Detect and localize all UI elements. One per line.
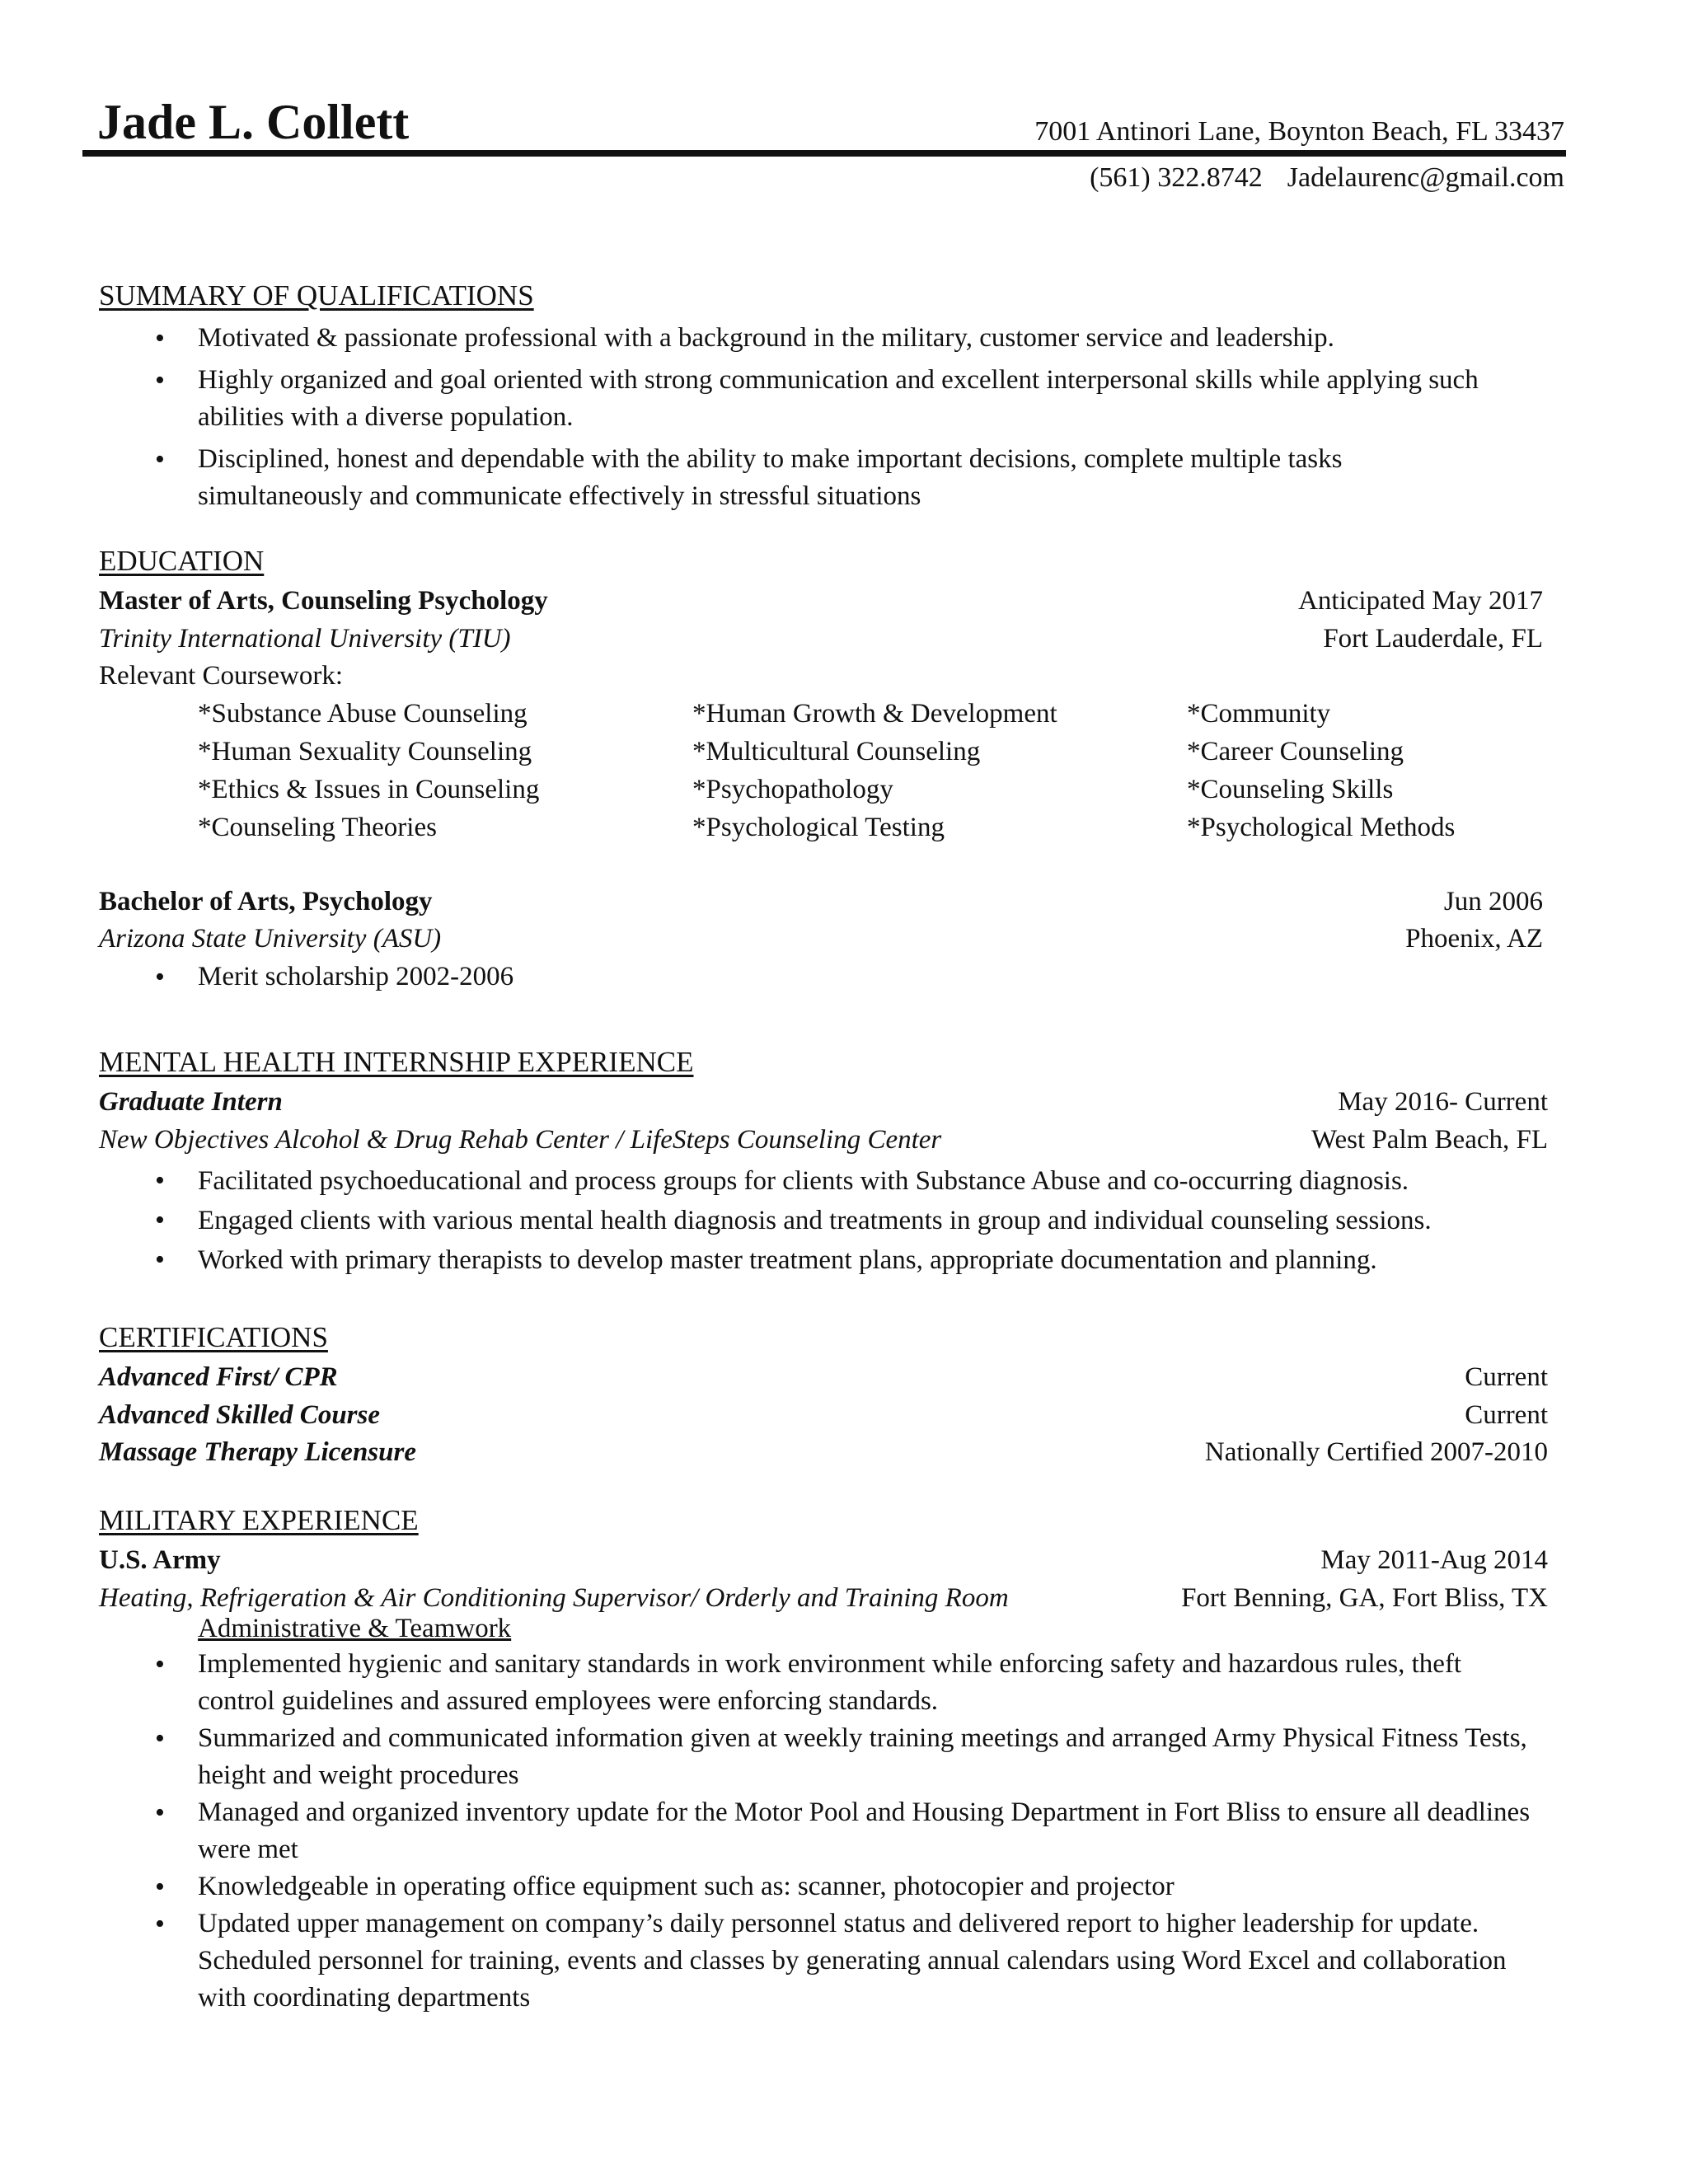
course-item: *Counseling Theories (198, 812, 437, 842)
address: 7001 Antinori Lane, Boynton Beach, FL 33437 (1034, 116, 1564, 147)
ba-item: • Merit scholarship 2002-2006 (99, 961, 1566, 994)
military-item: • Implemented hygienic and sanitary standards in work environment while enforcing safety and hazardous rules, theft control guidelines and assured employees were enforcing standards. (99, 1646, 1566, 1720)
ma-school-row (99, 623, 1566, 656)
ba-degree: Bachelor of Arts, Psychology (99, 886, 433, 916)
cert-status: Current (1465, 1362, 1548, 1392)
section-title-military: MILITARY EXPERIENCE (99, 1504, 419, 1536)
summary-section (99, 279, 1566, 515)
military-section (99, 1503, 1566, 2017)
military-item: • Updated upper management on company’s daily personnel status and delivered report to higher leadership for update. Scheduled personnel for training, events and classes by generating annual calendars using Word Excel and collaboration with coordinating departments (99, 1905, 1566, 2017)
header-divider (82, 150, 1566, 157)
military-item: • Knowledgeable in operating office equipment such as: scanner, photocopier and projector (99, 1868, 1566, 1905)
course-item: *Psychological Testing (692, 812, 945, 842)
military-item: • Managed and organized inventory update for the Motor Pool and Housing Department in Fort Bliss to ensure all deadlines were met (99, 1794, 1566, 1868)
course-item: *Multicultural Counseling (692, 736, 981, 766)
internship-location: West Palm Beach, FL (1311, 1124, 1548, 1155)
cert-name: Advanced First/ CPR (99, 1362, 338, 1392)
military-item: • Summarized and communicated information given at weekly training meetings and arranged Army Physical Fitness Tests, height and weight procedures (99, 1720, 1566, 1794)
internship-section (99, 1045, 1566, 1280)
military-org-row (99, 1544, 1566, 1577)
military-location: Fort Benning, GA, Fort Bliss, TX (1181, 1582, 1548, 1613)
internship-role-row (99, 1086, 1566, 1119)
ba-location: Phoenix, AZ (1405, 924, 1543, 954)
phone-number: (561) 322.8742 (1090, 162, 1263, 193)
section-title-education: EDUCATION (99, 545, 265, 577)
course-item: *Psychopathology (692, 774, 893, 804)
candidate-name: Jade L. Collett (97, 95, 410, 149)
ba-school: Arizona State University (ASU) (99, 924, 442, 954)
course-item: *Human Sexuality Counseling (198, 736, 532, 766)
internship-item: • Engaged clients with various mental health diagnosis and treatments in group and individual counseling sessions. (99, 1201, 1566, 1240)
military-org: U.S. Army (99, 1545, 221, 1575)
internship-list (99, 1161, 1566, 1280)
military-date: May 2011-Aug 2014 (1320, 1545, 1548, 1575)
ba-row (99, 886, 1566, 919)
ma-row (99, 585, 1566, 618)
course-item: *Counseling Skills (1187, 774, 1394, 804)
ma-location: Fort Lauderdale, FL (1323, 623, 1543, 654)
internship-org: New Objectives Alcohol & Drug Rehab Center / LifeSteps Counseling Center (99, 1124, 942, 1155)
ba-list (99, 961, 1566, 994)
summary-item: • Motivated & passionate professional with a background in the military, customer service and leadership. (99, 320, 1566, 357)
cert-status: Nationally Certified 2007-2010 (1204, 1437, 1548, 1468)
section-title-internship: MENTAL HEALTH INTERNSHIP EXPERIENCE (99, 1046, 694, 1078)
military-subrole: Administrative & Teamwork (198, 1614, 512, 1644)
coursework-label: Relevant Coursework: (99, 661, 344, 691)
internship-role: Graduate Intern (99, 1087, 283, 1117)
cert-name: Advanced Skilled Course (99, 1399, 381, 1430)
course-item: *Substance Abuse Counseling (198, 698, 528, 729)
summary-list (99, 320, 1566, 515)
coursework-grid (198, 695, 1566, 846)
ma-date: Anticipated May 2017 (1298, 586, 1543, 616)
military-role: Heating, Refrigeration & Air Conditioning Supervisor/ Orderly and Training Room (99, 1582, 1009, 1613)
cert-row (99, 1399, 1566, 1432)
military-role-row (99, 1582, 1566, 1615)
course-item: *Ethics & Issues in Counseling (198, 774, 540, 804)
education-section (99, 544, 1566, 994)
military-list (99, 1646, 1566, 2017)
ma-school: Trinity International University (TIU) (99, 623, 511, 654)
section-title-certifications: CERTIFICATIONS (99, 1321, 328, 1353)
cert-name: Massage Therapy Licensure (99, 1437, 416, 1468)
section-title-summary: SUMMARY OF QUALIFICATIONS (99, 279, 534, 312)
cert-row (99, 1436, 1566, 1469)
ma-degree: Master of Arts, Counseling Psychology (99, 586, 548, 616)
summary-item: • Disciplined, honest and dependable with the ability to make important decisions, complete multiple tasks simultaneously and communicate effectively in stressful situations (99, 441, 1566, 515)
certifications-section (99, 1320, 1566, 1469)
course-item: *Community (1187, 698, 1331, 729)
email-address: Jadelaurenc@gmail.com (1287, 162, 1564, 193)
ba-school-row (99, 923, 1566, 956)
ba-date: Jun 2006 (1443, 886, 1543, 916)
internship-date: May 2016- Current (1338, 1087, 1548, 1117)
internship-item: • Facilitated psychoeducational and process groups for clients with Substance Abuse and co-occurring diagnosis. (99, 1161, 1566, 1201)
cert-row (99, 1361, 1566, 1394)
internship-org-row (99, 1124, 1566, 1157)
course-item: *Career Counseling (1187, 736, 1404, 766)
contact-line (1090, 162, 1564, 195)
internship-item: • Worked with primary therapists to develop master treatment plans, appropriate documentation and planning. (99, 1240, 1566, 1280)
course-item: *Psychological Methods (1187, 812, 1456, 842)
summary-item: • Highly organized and goal oriented with strong communication and excellent interpersonal skills while applying such abilities with a diverse population. (99, 362, 1566, 436)
course-item: *Human Growth & Development (692, 698, 1057, 729)
cert-status: Current (1465, 1399, 1548, 1430)
